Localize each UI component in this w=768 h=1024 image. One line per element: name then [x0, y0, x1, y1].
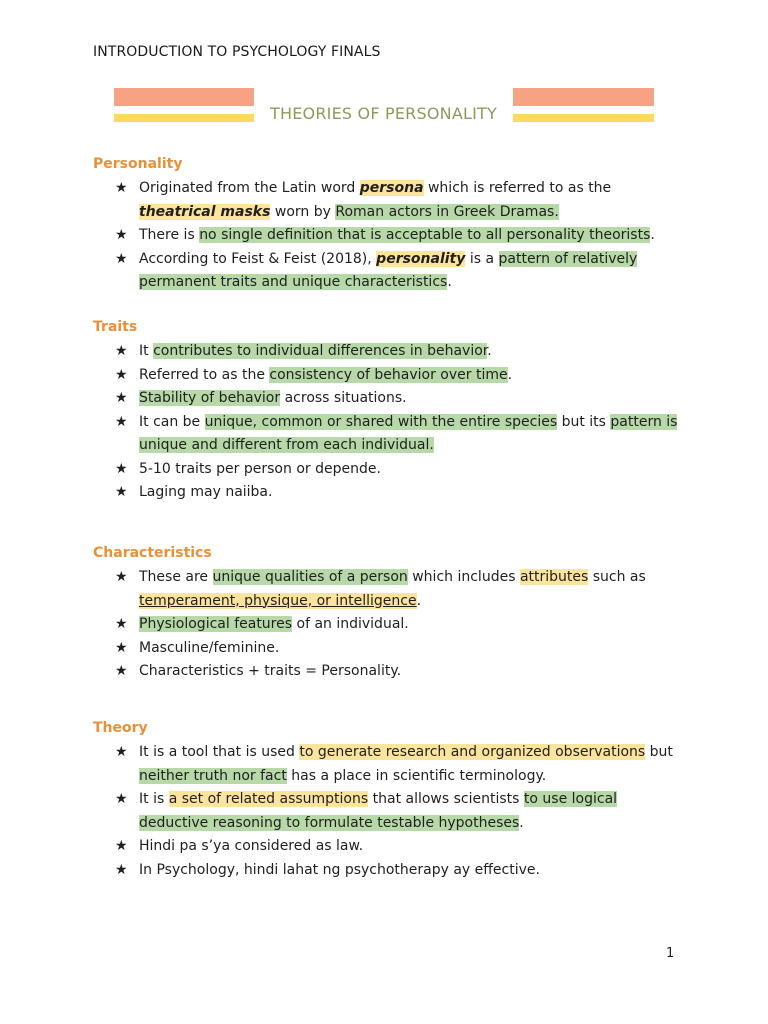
star-bullet-icon: ★	[115, 569, 128, 585]
page-title: THEORIES OF PERSONALITY	[270, 104, 497, 123]
star-bullet-icon: ★	[115, 460, 128, 477]
section-heading: Theory	[93, 720, 148, 736]
text-segment: consistency of behavior over time	[269, 366, 508, 383]
text-segment: It	[139, 343, 154, 359]
bullet-list	[93, 340, 683, 505]
section-characteristics	[93, 544, 683, 684]
text-segment: worn by	[270, 203, 336, 220]
star-bullet-icon: ★	[115, 663, 128, 679]
list-item	[93, 387, 683, 411]
star-bullet-icon: ★	[115, 250, 128, 267]
star-bullet-icon: ★	[115, 227, 128, 243]
text-segment: neither truth nor fact	[139, 767, 287, 784]
text-segment: but its	[557, 413, 611, 430]
list-item	[93, 224, 683, 248]
star-bullet-icon: ★	[115, 616, 128, 632]
text-segment: According to Feist & Feist (2018),	[139, 250, 377, 267]
decorative-bar	[513, 88, 654, 106]
text-segment: Characteristics + traits = Personality.	[139, 663, 402, 679]
star-bullet-icon: ★	[115, 861, 128, 878]
text-segment: of an individual.	[292, 616, 409, 632]
text-segment: .	[519, 814, 524, 831]
star-bullet-icon: ★	[115, 343, 128, 359]
list-item	[93, 411, 683, 458]
decorative-bar	[513, 114, 654, 122]
list-item	[93, 458, 683, 482]
list-item	[93, 741, 683, 788]
star-bullet-icon: ★	[115, 366, 128, 383]
section-personality	[93, 155, 683, 295]
text-segment: unique qualities of a person	[212, 569, 408, 585]
text-segment: Stability of behavior	[139, 390, 281, 406]
list-item	[93, 248, 683, 295]
star-bullet-icon: ★	[115, 413, 128, 430]
bullet-list	[93, 741, 683, 882]
section-heading: Traits	[93, 319, 138, 335]
text-segment: which includes	[407, 569, 520, 585]
text-segment: .	[487, 343, 492, 359]
list-item	[93, 788, 683, 835]
list-item	[93, 364, 683, 388]
text-segment: It is	[139, 791, 169, 807]
title-banner	[114, 88, 654, 124]
text-segment: These are	[139, 569, 213, 585]
text-segment: has a place in scientific terminology.	[286, 767, 547, 784]
text-segment: temperament, physique, or intelligence	[139, 592, 417, 609]
star-bullet-icon: ★	[115, 390, 128, 406]
text-segment: Roman actors in Greek Dramas.	[335, 203, 559, 220]
text-segment: to generate research and organized observations	[299, 744, 646, 760]
text-segment: pattern is unique and different from each individual.	[139, 413, 678, 453]
text-segment: no single definition that is acceptable to all personality theorists	[199, 227, 651, 243]
star-bullet-icon: ★	[115, 744, 128, 760]
text-segment: Laging may naiiba.	[139, 484, 273, 500]
text-segment: Physiological features	[139, 616, 293, 632]
text-segment: attributes	[519, 569, 589, 585]
text-segment: unique, common or shared with the entire species	[204, 413, 558, 430]
document-header: INTRODUCTION TO PSYCHOLOGY FINALS	[93, 44, 381, 60]
text-segment: a set of related assumptions	[168, 791, 369, 807]
list-item	[93, 859, 683, 883]
bullet-list	[93, 566, 683, 684]
decorative-bar	[114, 88, 254, 106]
list-item	[93, 660, 683, 684]
text-segment: Hindi pa s’ya considered as law.	[139, 838, 364, 854]
text-segment: It can be	[139, 413, 205, 430]
text-segment: across situations.	[280, 390, 407, 406]
text-segment: that allows scientists	[368, 791, 524, 807]
list-item	[93, 637, 683, 661]
star-bullet-icon: ★	[115, 791, 128, 807]
section-theory	[93, 719, 683, 882]
text-segment: is a	[465, 250, 499, 267]
text-segment: There is	[139, 227, 200, 243]
bullet-list	[93, 177, 683, 295]
star-bullet-icon: ★	[115, 639, 128, 656]
decorative-bar	[114, 114, 254, 122]
page-number: 1	[666, 946, 675, 961]
text-segment: Originated from the Latin word	[139, 180, 360, 196]
text-segment: contributes to individual differences in behavior	[153, 343, 488, 359]
list-item	[93, 566, 683, 613]
list-item	[93, 481, 683, 505]
star-bullet-icon: ★	[115, 838, 128, 854]
text-segment: In Psychology, hindi lahat ng psychotherapy ay effective.	[139, 861, 540, 878]
section-heading: Characteristics	[93, 545, 212, 561]
text-segment: pattern of relatively permanent traits and unique characteristics	[139, 250, 638, 290]
text-segment: such as	[588, 569, 646, 585]
star-bullet-icon: ★	[115, 180, 128, 196]
list-item	[93, 835, 683, 859]
text-segment: .	[507, 366, 513, 383]
text-segment: theatrical masks	[139, 203, 271, 220]
text-segment: It is a tool that is used	[139, 744, 300, 760]
text-segment: Referred to as the	[139, 366, 270, 383]
text-segment: persona	[359, 180, 424, 196]
text-segment: to use logical deductive reasoning to formulate testable hypotheses	[139, 791, 618, 831]
list-item	[93, 613, 683, 637]
text-segment: 5-10 traits per person or depende.	[139, 460, 381, 477]
text-segment: .	[447, 274, 452, 290]
text-segment: but	[645, 744, 673, 760]
section-heading: Personality	[93, 156, 183, 172]
text-segment: .	[650, 227, 655, 243]
text-segment: Masculine/feminine.	[139, 639, 280, 656]
text-segment: personality	[376, 250, 466, 267]
text-segment: which is referred to as the	[423, 180, 612, 196]
list-item	[93, 340, 683, 364]
text-segment: .	[416, 592, 422, 609]
list-item	[93, 177, 683, 224]
section-traits	[93, 318, 683, 505]
star-bullet-icon: ★	[115, 484, 128, 500]
